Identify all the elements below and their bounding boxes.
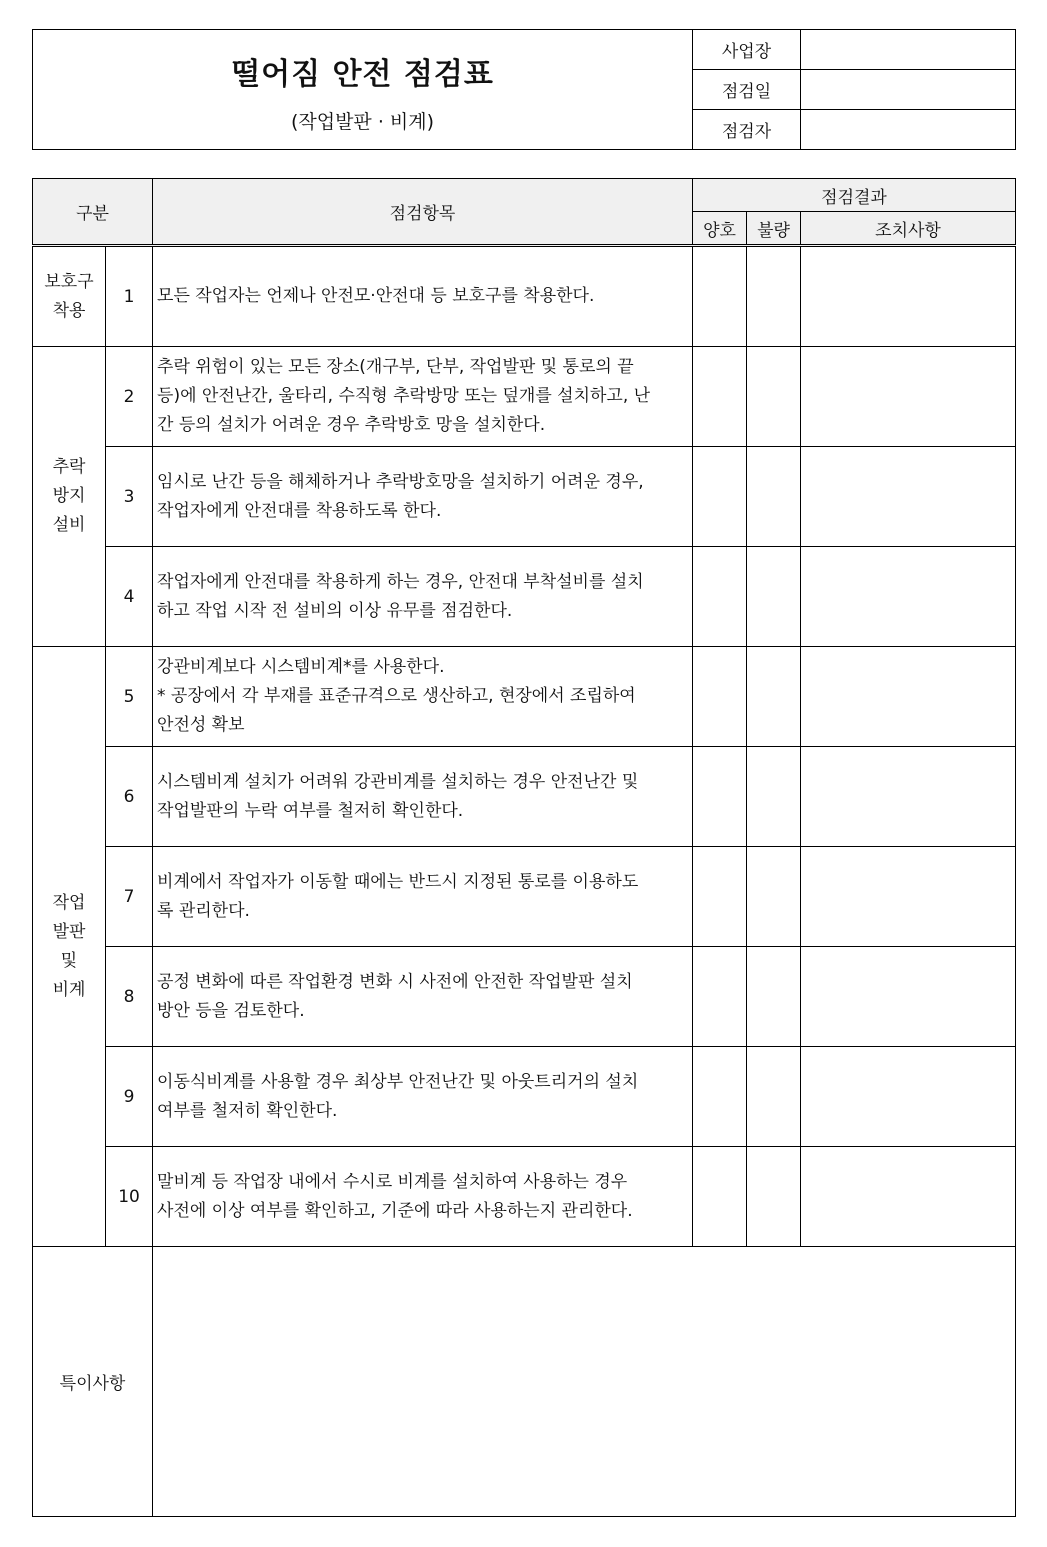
bad-check-cell[interactable] <box>747 847 801 947</box>
item-text <box>153 547 693 647</box>
group-label-line: 비계 <box>52 979 86 1000</box>
group-label-line: 발판 <box>52 921 86 942</box>
group-label-line: 추락 <box>52 457 86 477</box>
table-row <box>33 1147 1016 1247</box>
item-line: * 공장에서 각 부재를 표준규격으로 생산하고, 현장에서 조립하여 <box>157 686 636 706</box>
bad-check-cell[interactable] <box>747 347 801 447</box>
item-number: 2 <box>106 347 153 447</box>
item-line: 추락 위험이 있는 모든 장소(개구부, 단부, 작업발판 및 통로의 끝 <box>157 357 634 377</box>
title-cell <box>33 30 693 150</box>
item-number: 10 <box>106 1147 153 1247</box>
action-cell[interactable] <box>801 747 1016 847</box>
item-number: 9 <box>106 1047 153 1147</box>
bad-check-cell[interactable] <box>747 747 801 847</box>
group-label-line: 보호구 <box>44 271 94 292</box>
col-result-header: 점검결과 <box>693 179 1016 212</box>
item-text <box>153 947 693 1047</box>
notes-row <box>33 1247 1016 1517</box>
action-cell[interactable] <box>801 847 1016 947</box>
item-number: 7 <box>106 847 153 947</box>
item-text <box>153 1047 693 1147</box>
item-line: 강관비계보다 시스템비계*를 사용한다. <box>157 657 445 677</box>
group-protective-gear <box>33 246 106 347</box>
item-text <box>153 1147 693 1247</box>
workplace-field[interactable] <box>801 30 1016 70</box>
item-line: 말비계 등 작업장 내에서 수시로 비계를 설치하여 사용하는 경우 <box>157 1171 628 1192</box>
item-line: 시스템비계 설치가 어려워 강관비계를 설치하는 경우 안전난간 및 <box>157 771 639 792</box>
item-line: 여부를 철저히 확인한다. <box>157 1100 338 1121</box>
group-label-line: 및 <box>60 950 78 971</box>
table-row <box>33 246 1016 347</box>
good-check-cell[interactable] <box>693 947 747 1047</box>
table-row <box>33 847 1016 947</box>
col-action-header: 조치사항 <box>801 212 1016 246</box>
inspection-date-field[interactable] <box>801 70 1016 110</box>
header-block <box>32 29 1016 150</box>
col-good-header: 양호 <box>693 212 747 246</box>
table-row <box>33 547 1016 647</box>
item-line: 하고 작업 시작 전 설비의 이상 유무를 점검한다. <box>157 600 513 621</box>
item-number: 5 <box>106 647 153 747</box>
table-row <box>33 447 1016 547</box>
action-cell[interactable] <box>801 547 1016 647</box>
item-text <box>153 647 693 747</box>
group-fall-prevention <box>33 347 106 647</box>
item-number: 6 <box>106 747 153 847</box>
bad-check-cell[interactable] <box>747 547 801 647</box>
table-row <box>33 747 1016 847</box>
inspector-label: 점검자 <box>693 110 801 150</box>
bad-check-cell[interactable] <box>747 447 801 547</box>
action-cell[interactable] <box>801 1047 1016 1147</box>
good-check-cell[interactable] <box>693 447 747 547</box>
table-row <box>33 947 1016 1047</box>
item-line: 모든 작업자는 언제나 안전모·안전대 등 보호구를 착용한다. <box>157 286 595 306</box>
item-text <box>153 347 693 447</box>
checklist-table <box>32 178 1016 1517</box>
inspector-field[interactable] <box>801 110 1016 150</box>
page-subtitle: (작업발판 · 비계) <box>290 111 435 133</box>
notes-label: 특이사항 <box>33 1247 153 1517</box>
good-check-cell[interactable] <box>693 1047 747 1147</box>
item-line: 록 관리한다. <box>157 900 250 921</box>
good-check-cell[interactable] <box>693 347 747 447</box>
group-label-line: 작업 <box>52 892 86 913</box>
inspection-date-label: 점검일 <box>693 70 801 110</box>
table-row <box>33 347 1016 447</box>
table-row <box>33 1047 1016 1147</box>
bad-check-cell[interactable] <box>747 1047 801 1147</box>
notes-field[interactable] <box>153 1247 1016 1517</box>
item-text <box>153 246 693 347</box>
bad-check-cell[interactable] <box>747 1147 801 1247</box>
item-line: 이동식비계를 사용할 경우 최상부 안전난간 및 아웃트리거의 설치 <box>157 1071 639 1092</box>
item-line: 안전성 확보 <box>157 715 245 735</box>
item-text <box>153 847 693 947</box>
bad-check-cell[interactable] <box>747 947 801 1047</box>
item-line: 작업발판의 누락 여부를 철저히 확인한다. <box>157 800 464 821</box>
item-number: 3 <box>106 447 153 547</box>
good-check-cell[interactable] <box>693 547 747 647</box>
group-scaffolding <box>33 647 106 1247</box>
group-label-line: 착용 <box>52 300 86 321</box>
action-cell[interactable] <box>801 246 1016 347</box>
item-line: 작업자에게 안전대를 착용하도록 한다. <box>157 500 442 521</box>
action-cell[interactable] <box>801 647 1016 747</box>
action-cell[interactable] <box>801 347 1016 447</box>
item-line: 작업자에게 안전대를 착용하게 하는 경우, 안전대 부착설비를 설치 <box>157 571 644 592</box>
item-line: 간 등의 설치가 어려운 경우 추락방호 망을 설치한다. <box>157 415 546 435</box>
good-check-cell[interactable] <box>693 847 747 947</box>
item-number: 8 <box>106 947 153 1047</box>
action-cell[interactable] <box>801 447 1016 547</box>
item-text <box>153 747 693 847</box>
group-label-line: 설비 <box>52 515 86 535</box>
good-check-cell[interactable] <box>693 647 747 747</box>
item-line: 사전에 이상 여부를 확인하고, 기준에 따라 사용하는지 관리한다. <box>157 1200 633 1221</box>
col-category-header: 구분 <box>33 179 153 246</box>
action-cell[interactable] <box>801 947 1016 1047</box>
item-number: 1 <box>106 246 153 347</box>
good-check-cell[interactable] <box>693 246 747 347</box>
item-line: 등)에 안전난간, 울타리, 수직형 추락방망 또는 덮개를 설치하고, 난 <box>157 386 651 406</box>
bad-check-cell[interactable] <box>747 246 801 347</box>
page-title: 떨어짐 안전 점검표 <box>231 57 494 92</box>
item-text <box>153 447 693 547</box>
item-number: 4 <box>106 547 153 647</box>
col-bad-header: 불량 <box>747 212 801 246</box>
action-cell[interactable] <box>801 1147 1016 1247</box>
good-check-cell[interactable] <box>693 747 747 847</box>
good-check-cell[interactable] <box>693 1147 747 1247</box>
item-line: 방안 등을 검토한다. <box>157 1000 305 1021</box>
item-line: 공정 변화에 따른 작업환경 변화 시 사전에 안전한 작업발판 설치 <box>157 971 633 992</box>
table-row <box>33 647 1016 747</box>
col-items-header: 점검항목 <box>153 179 693 246</box>
workplace-label: 사업장 <box>693 30 801 70</box>
bad-check-cell[interactable] <box>747 647 801 747</box>
item-line: 비계에서 작업자가 이동할 때에는 반드시 지정된 통로를 이용하도 <box>157 871 639 892</box>
item-line: 임시로 난간 등을 해체하거나 추락방호망을 설치하기 어려운 경우, <box>157 471 644 492</box>
group-label-line: 방지 <box>52 486 86 506</box>
